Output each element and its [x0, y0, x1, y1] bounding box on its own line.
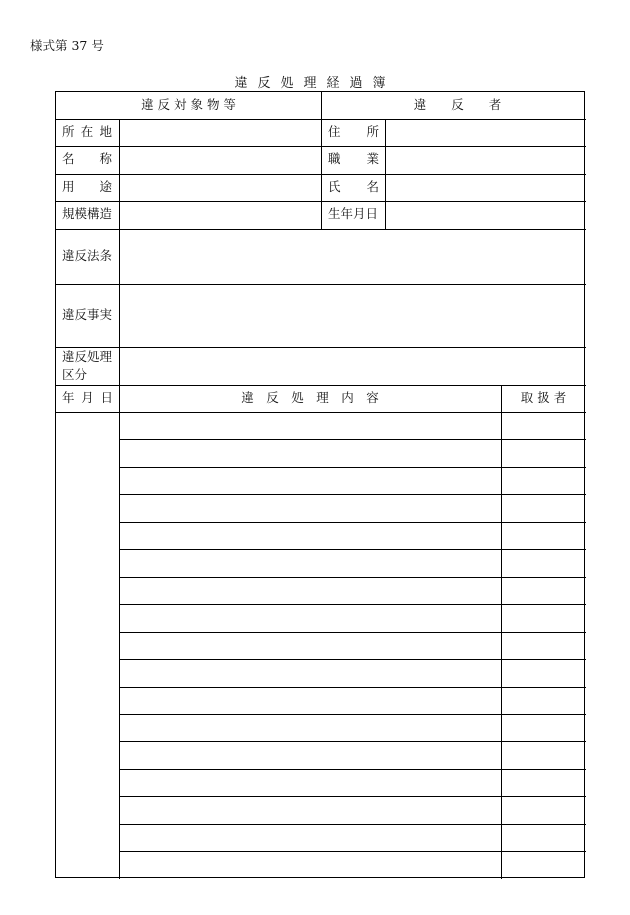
- log-row-rule: [119, 851, 586, 852]
- log-row-rule: [119, 439, 586, 440]
- log-row-rule: [119, 577, 586, 578]
- page-title: 違反処理経過簿: [234, 76, 396, 91]
- log-row-rule: [119, 659, 586, 660]
- log-row-rule: [119, 824, 586, 825]
- log-row-rule: [119, 714, 586, 715]
- scale-structure-label: 規模構造: [62, 206, 113, 221]
- log-row-rule: [119, 687, 586, 688]
- person-name-label: 氏 名: [328, 179, 379, 194]
- address-label: 住 所: [328, 124, 379, 139]
- name-label: 名 称: [62, 151, 113, 166]
- content-header: 違 反 処 理 内 容: [241, 390, 379, 405]
- log-row-rule: [119, 741, 586, 742]
- facts-label: 違反事実: [62, 307, 113, 322]
- category-label: 違反処理 区分: [62, 349, 113, 382]
- log-row-rule: [119, 796, 586, 797]
- date-header: 年 月 日: [62, 390, 113, 405]
- target-header: 違 反 対 象 物 等: [141, 97, 236, 112]
- law-article-label: 違反法条: [62, 248, 113, 263]
- log-row-rule: [119, 549, 586, 550]
- location-label: 所 在 地: [62, 124, 112, 139]
- form-number: 様式第 37 号: [30, 38, 104, 53]
- log-row-rule: [119, 632, 586, 633]
- log-row-rule: [119, 467, 586, 468]
- log-row-rule: [119, 522, 586, 523]
- log-row-rule: [119, 769, 586, 770]
- occupation-label: 職 業: [328, 151, 379, 166]
- handler-header: 取 扱 者: [520, 390, 567, 405]
- log-row-rule: [119, 604, 586, 605]
- log-row-rule: [119, 494, 586, 495]
- usage-label: 用 途: [62, 179, 113, 194]
- record-sheet: [55, 91, 585, 878]
- violator-header: 違 反 者: [413, 97, 502, 112]
- birthdate-label: 生年月日: [328, 206, 379, 221]
